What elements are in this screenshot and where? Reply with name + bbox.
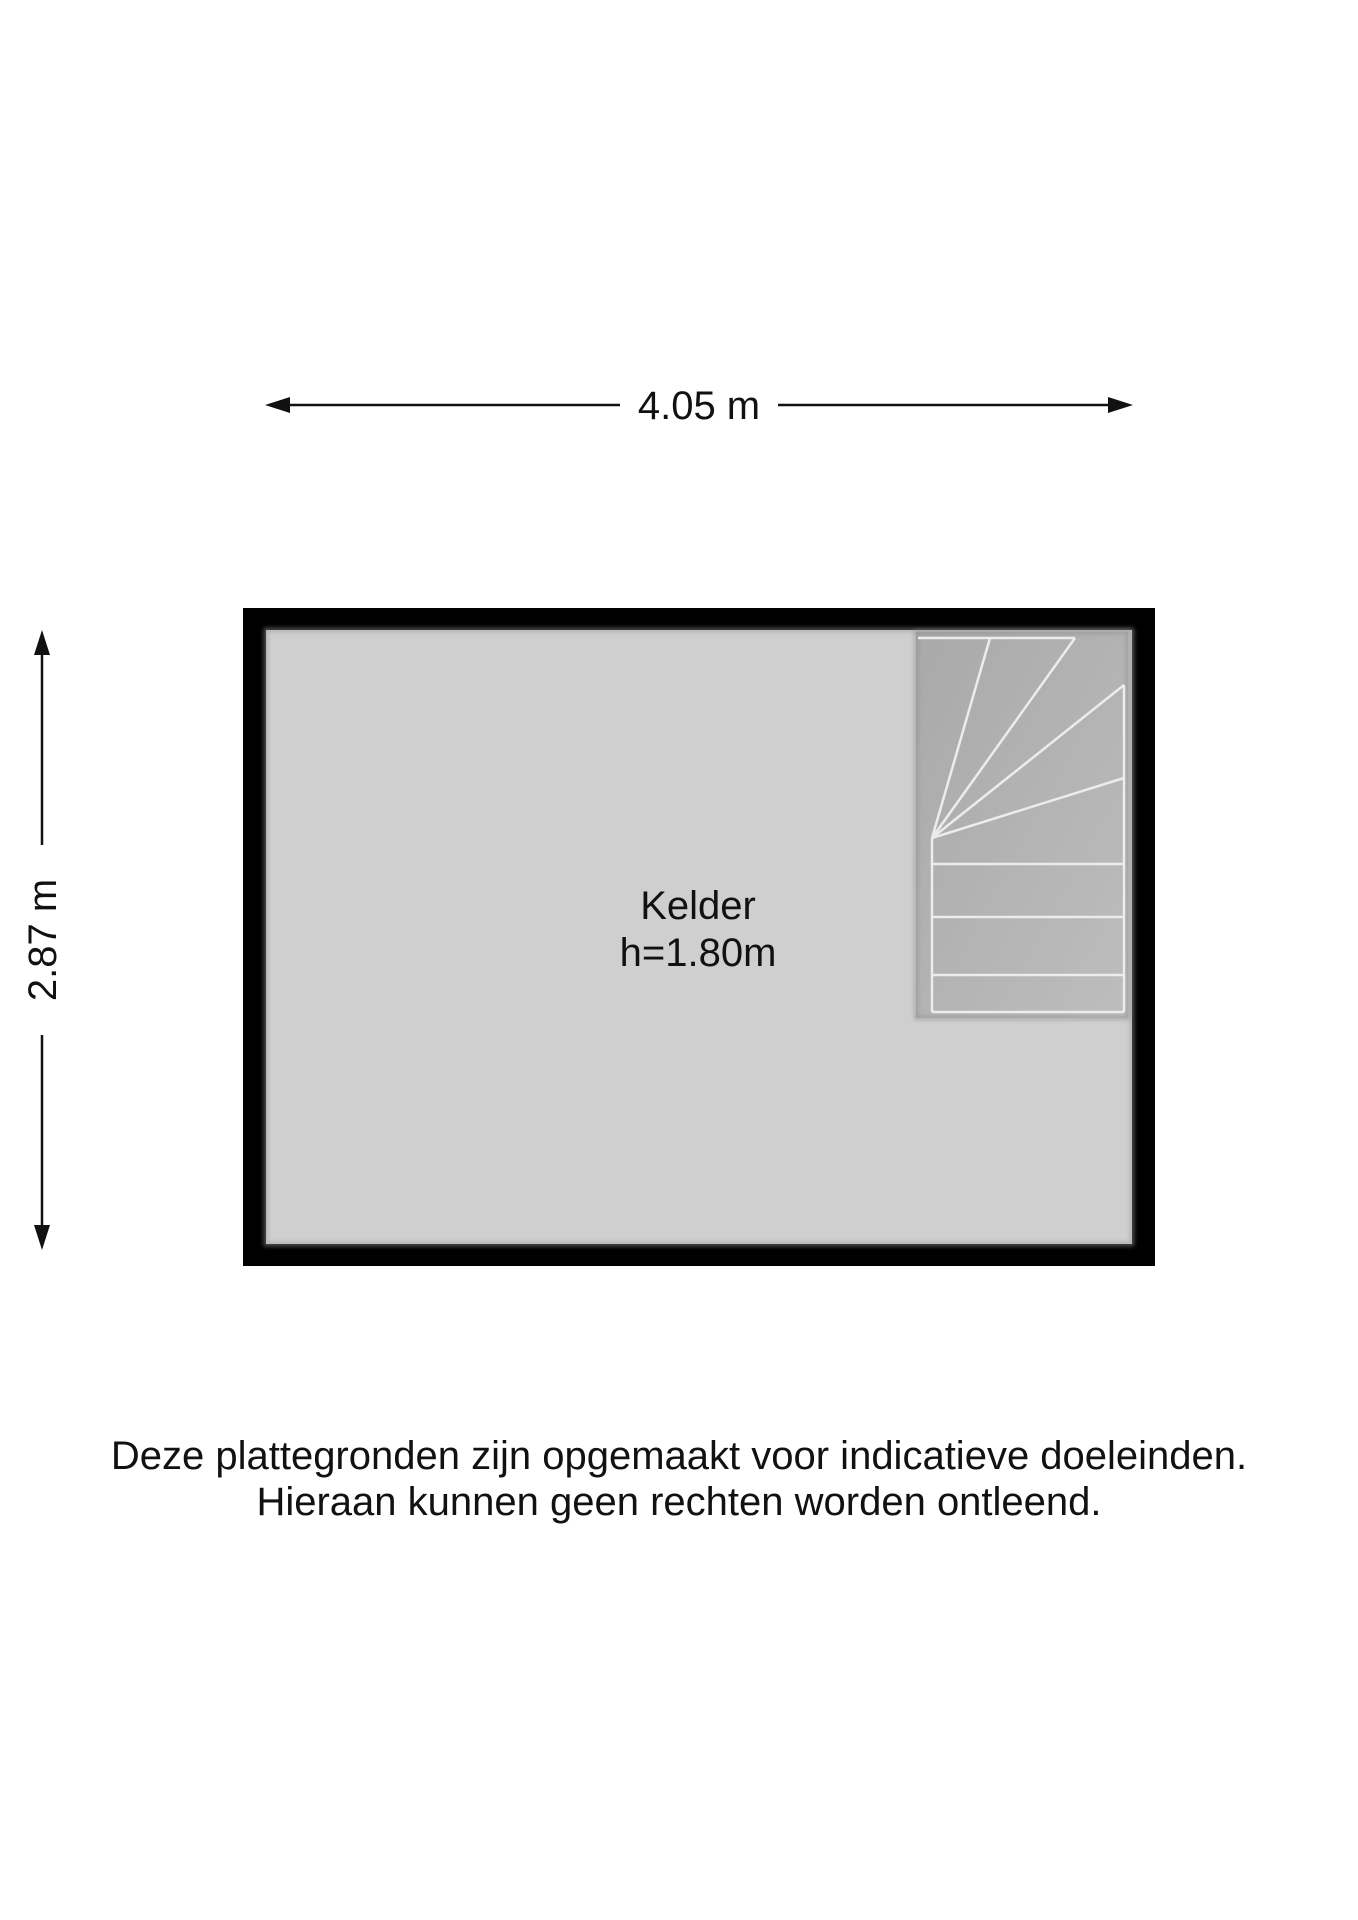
room-height: h=1.80m (619, 931, 777, 975)
arrow-up-icon (34, 630, 50, 655)
staircase (916, 632, 1128, 1018)
arrow-right-icon (1108, 397, 1133, 413)
arrow-left-icon (265, 397, 290, 413)
disclaimer (0, 1433, 1358, 1525)
width-dimension (265, 384, 1133, 428)
room-name: Kelder (640, 884, 756, 928)
height-dimension (21, 630, 65, 1250)
disclaimer-line-1: Deze plattegronden zijn opgemaakt voor indicatieve doeleinden. (110, 1434, 1248, 1478)
height-dimension-label: 2.87 m (21, 878, 65, 1002)
arrow-down-icon (34, 1225, 50, 1250)
width-dimension-label: 4.05 m (637, 384, 761, 428)
disclaimer-line-2: Hieraan kunnen geen rechten worden ontleend. (256, 1480, 1102, 1524)
